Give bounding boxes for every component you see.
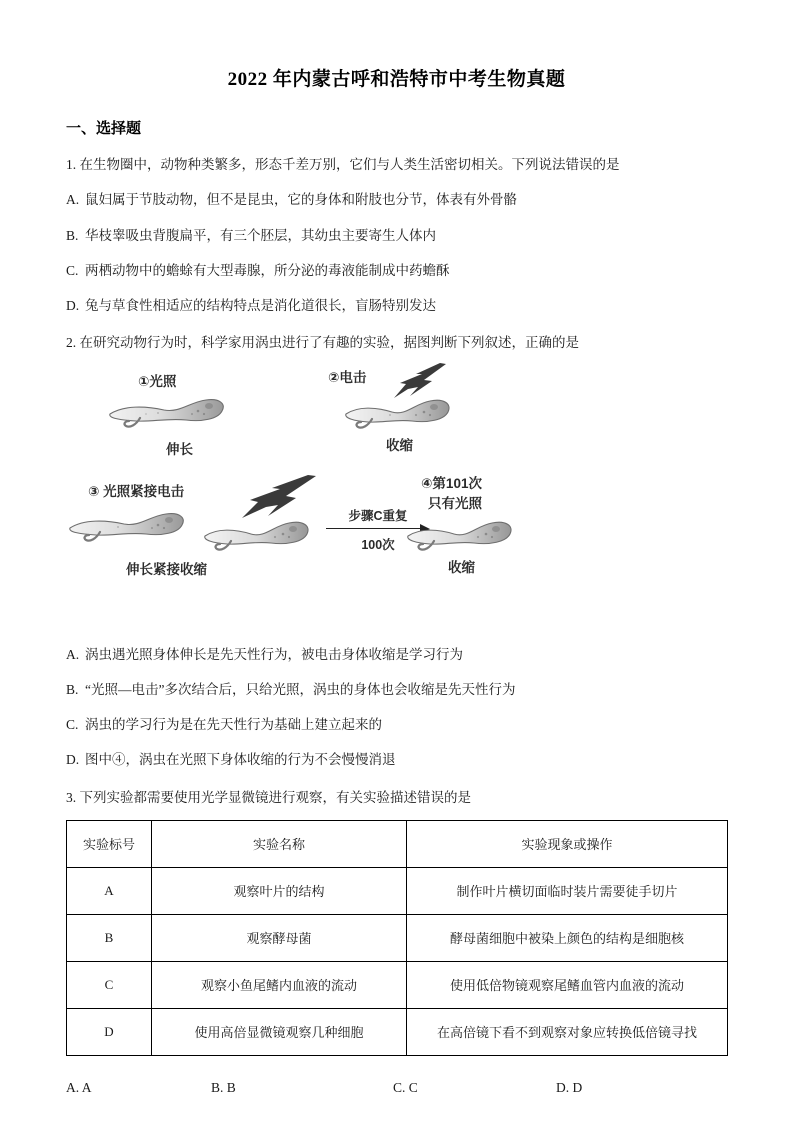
table-cell-description: 制作叶片横切面临时装片需要徒手切片 <box>407 867 728 914</box>
figure-panel-2-caption: 收缩 <box>386 437 413 453</box>
question-2-option-a <box>66 645 727 665</box>
option-text: 鼠妇属于节肢动物，但不是昆虫，它的身体和附肢也分节，体表有外骨骼 <box>85 192 517 208</box>
answer-choice-value: D <box>572 1079 583 1095</box>
answer-choice-d <box>556 1080 582 1096</box>
table-cell-label: A <box>67 867 152 914</box>
answer-choice-key: B. <box>211 1079 224 1095</box>
table-cell-label: D <box>67 1008 152 1055</box>
question-3-stem: 3. 下列实验都需要使用光学显微镜进行观察，有关实验描述错误的是 <box>66 789 471 805</box>
question-3-answer-choices <box>66 1080 727 1100</box>
option-key: B. <box>66 681 79 697</box>
option-key: A. <box>66 192 80 208</box>
table-row <box>67 961 728 1008</box>
section-heading: 一、选择题 <box>66 121 142 137</box>
option-key: D. <box>66 298 80 313</box>
option-key: C. <box>66 717 79 732</box>
table-row <box>67 1008 728 1055</box>
option-text: 涡虫遇光照身体伸长是先天性行为，被电击身体收缩是学习行为 <box>85 646 463 662</box>
figure-panel-3-caption: 伸长紧接收缩 <box>126 561 207 577</box>
option-key: D. <box>66 752 80 768</box>
question-2-option-c <box>66 715 727 735</box>
option-text: “光照—电击”多次结合后，只给光照，涡虫的身体也会收缩是先天性行为 <box>85 681 516 697</box>
question-2-option-d <box>66 750 727 770</box>
planarian-worm-icon <box>66 506 188 550</box>
table-header-cell: 实验标号 <box>67 820 152 867</box>
answer-choice-value: C <box>408 1079 418 1095</box>
figure-panel-1-caption: 伸长 <box>166 441 193 457</box>
question-1-option-a <box>66 190 727 210</box>
option-key: B. <box>66 227 79 243</box>
question-2-stem: 2. 在研究动物行为时，科学家用涡虫进行了有趣的实验，据图判断下列叙述，正确的是 <box>66 335 579 351</box>
question-1-stem: 1. 在生物圈中，动物种类繁多，形态千差万别，它们与人类生活密切相关。下列说法错误的是 <box>66 157 620 172</box>
option-text: 两栖动物中的蟾蜍有大型毒腺，所分泌的毒液能制成中药蟾酥 <box>85 262 450 278</box>
table-cell-name: 观察叶片的结构 <box>152 867 407 914</box>
figure-panel-4-caption: 收缩 <box>448 559 475 575</box>
option-key: C. <box>66 262 79 278</box>
answer-choice-key: C. <box>393 1079 406 1095</box>
option-text: 华枝睾吸虫背腹扁平，有三个胚层，其幼虫主要寄生人体内 <box>85 227 436 243</box>
answer-choice-key: D. <box>556 1079 570 1095</box>
figure-panel-4-label-line1: ④第101次 <box>421 475 482 491</box>
repeat-arrow-top-label: 步骤C重复 <box>348 508 408 523</box>
experiment-table <box>66 820 728 1056</box>
table-header-cell: 实验名称 <box>152 820 407 867</box>
table-cell-label: C <box>67 961 152 1008</box>
repeat-arrow-bottom-label: 100次 <box>361 537 395 552</box>
question-1-option-b <box>66 226 727 246</box>
answer-choice-a <box>66 1080 92 1096</box>
option-text: 图中④，涡虫在光照下身体收缩的行为不会慢慢消退 <box>85 752 396 768</box>
table-row <box>67 867 728 914</box>
option-text: 涡虫的学习行为是在先天性行为基础上建立起来的 <box>85 717 382 732</box>
question-1-option-d <box>66 296 727 316</box>
planarian-worm-icon <box>342 390 464 434</box>
table-cell-description: 在高倍镜下看不到观察对象应转换低倍镜寻找 <box>407 1008 728 1055</box>
answer-choice-c <box>393 1080 418 1096</box>
question-1-option-c <box>66 261 727 281</box>
table-cell-label: B <box>67 914 152 961</box>
figure-panel-3-label: ③ 光照紧接电击 <box>88 483 185 499</box>
question-2-option-b <box>66 680 727 700</box>
answer-choice-key: A. <box>66 1079 80 1095</box>
table-cell-description: 酵母菌细胞中被染上颜色的结构是细胞核 <box>407 914 728 961</box>
answer-choice-b <box>211 1080 236 1096</box>
figure-panel-1-label: ①光照 <box>138 373 177 389</box>
planarian-worm-icon <box>201 512 323 556</box>
answer-choice-value: B <box>226 1079 236 1095</box>
figure-panel-4-label-line2: 只有光照 <box>428 495 482 511</box>
table-cell-name: 观察小鱼尾鳍内血液的流动 <box>152 961 407 1008</box>
table-cell-description: 使用低倍物镜观察尾鳍血管内血液的流动 <box>407 961 728 1008</box>
figure-panel-2-label: ②电击 <box>328 369 367 385</box>
answer-choice-value: A <box>81 1079 92 1095</box>
planarian-worm-icon <box>106 392 228 436</box>
table-row <box>67 914 728 961</box>
page-title: 2022 年内蒙古呼和浩特市中考生物真题 <box>227 69 566 90</box>
planarian-worm-icon <box>404 512 526 556</box>
table-header-row <box>67 820 728 867</box>
option-key: A. <box>66 646 80 662</box>
planarian-experiment-figure <box>66 360 727 630</box>
option-text: 兔与草食性相适应的结构特点是消化道很长，盲肠特别发达 <box>85 298 436 313</box>
table-cell-name: 观察酵母菌 <box>152 914 407 961</box>
table-header-cell: 实验现象或操作 <box>407 820 728 867</box>
table-cell-name: 使用高倍显微镜观察几种细胞 <box>152 1008 407 1055</box>
